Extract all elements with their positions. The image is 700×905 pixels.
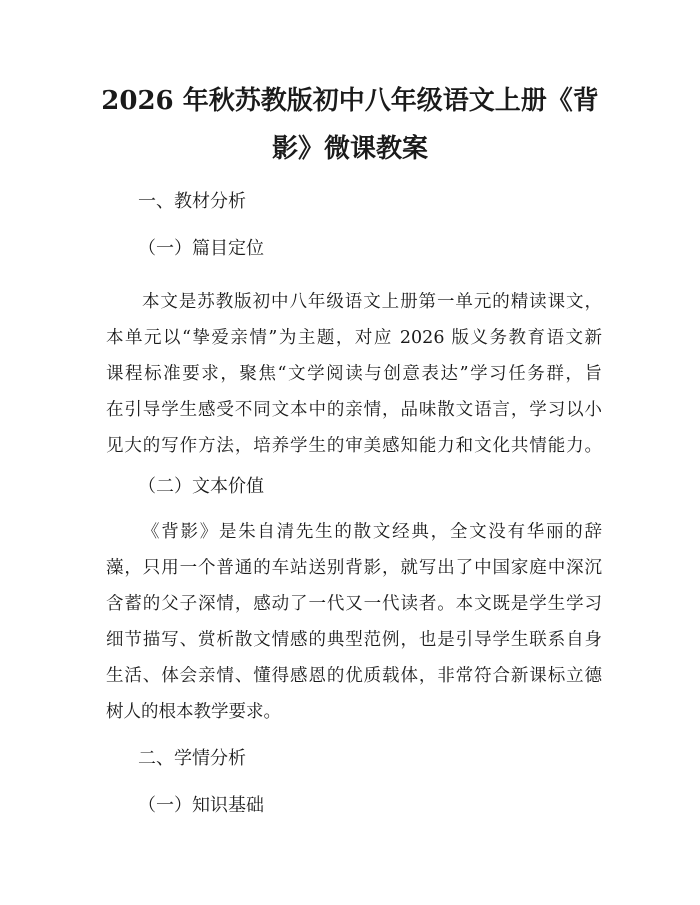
paragraph-line: 《背影》是朱自清先生的散文经典，全文没有华丽的辞 — [142, 522, 602, 542]
document-title-line-1: 2026 年秋苏教版初中八年级语文上册《背 — [101, 86, 599, 116]
subsection-heading-2-1: （一）知识基础 — [138, 795, 264, 816]
paragraph-line: 细节描写、赏析散文情感的典型范例，也是引导学生联系自身 — [106, 630, 602, 650]
section-heading-1: 一、教材分析 — [138, 191, 246, 212]
paragraph-line: 本单元以“挚爱亲情”为主题，对应 2026 版义务教育语文新 — [106, 328, 602, 348]
paragraph-line: 在引导学生感受不同文本中的亲情，品味散文语言，学习以小 — [106, 400, 602, 420]
paragraph-1-1 — [106, 284, 602, 464]
section-heading-2: 二、学情分析 — [138, 748, 246, 769]
paragraph-line: 课程标准要求，聚焦“文学阅读与创意表达”学习任务群，旨 — [106, 364, 602, 384]
subsection-heading-1-1: （一）篇目定位 — [138, 238, 264, 259]
paragraph-line: 生活、体会亲情、懂得感恩的优质载体，非常符合新课标立德 — [106, 666, 602, 686]
document-title-line-2: 影》微课教案 — [271, 134, 428, 164]
paragraph-1-2 — [106, 514, 602, 730]
paragraph-line: 树人的根本教学要求。 — [106, 702, 281, 722]
paragraph-line: 含蓄的父子深情，感动了一代又一代读者。本文既是学生学习 — [106, 594, 602, 614]
paragraph-line: 藻，只用一个普通的车站送别背影，就写出了中国家庭中深沉 — [106, 558, 602, 578]
subsection-heading-1-2: （二）文本价值 — [138, 476, 264, 497]
paragraph-line: 本文是苏教版初中八年级语文上册第一单元的精读课文， — [142, 292, 602, 312]
paragraph-line: 见大的写作方法，培养学生的审美感知能力和文化共情能力。 — [106, 436, 602, 456]
